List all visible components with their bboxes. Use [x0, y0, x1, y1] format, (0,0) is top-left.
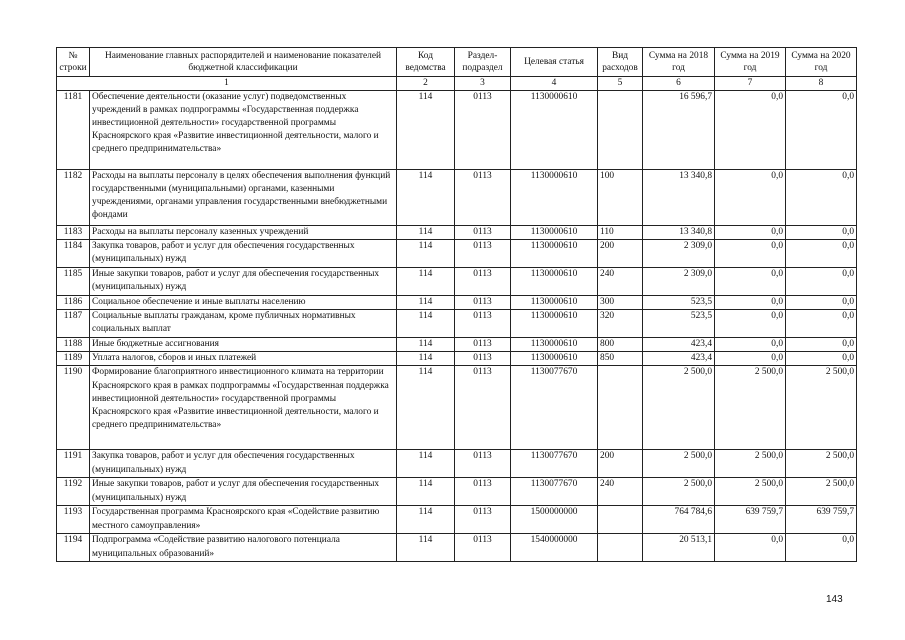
- row-target: 1500000000: [511, 506, 598, 534]
- row-target: 1130077670: [511, 478, 598, 506]
- table-row: [57, 90, 857, 169]
- row-expense-type: 800: [598, 337, 643, 351]
- column-number: 1: [57, 77, 397, 91]
- row-section: 0113: [455, 352, 511, 366]
- table-row: [57, 352, 857, 366]
- row-dept-code: 114: [397, 225, 455, 239]
- column-number: 8: [786, 77, 857, 91]
- row-target: 1130000610: [511, 225, 598, 239]
- row-dept-code: 114: [397, 309, 455, 337]
- table-row: [57, 239, 857, 267]
- row-number: 1186: [57, 295, 90, 309]
- table-row: [57, 295, 857, 309]
- header-name: Наименование главных распорядителей и наименование показателей бюджетной классификации: [90, 48, 397, 77]
- row-sum-2019: 0,0: [715, 295, 786, 309]
- row-number: 1192: [57, 478, 90, 506]
- page-number: 143: [826, 594, 843, 605]
- header-expense-type: Вид расходов: [598, 48, 643, 77]
- row-target: 1130077670: [511, 450, 598, 478]
- row-sum-2018: 423,4: [643, 352, 715, 366]
- row-target: 1130077670: [511, 366, 598, 450]
- row-name: Иные бюджетные ассигнования: [90, 337, 397, 351]
- column-number: 7: [715, 77, 786, 91]
- row-sum-2020: 0,0: [786, 337, 857, 351]
- column-number: 3: [455, 77, 511, 91]
- column-number: 4: [511, 77, 598, 91]
- row-name: Обеспечение деятельности (оказание услуг) подведомственных учреждений в рамках подпрограммы «Государственная поддержка инвестиционной деятельности» государственной программы Красноярского края «Развитие инвестиционной деятельности, малого и среднего предпринимательства»: [90, 90, 397, 169]
- row-section: 0113: [455, 295, 511, 309]
- row-sum-2018: 13 340,8: [643, 225, 715, 239]
- table-row: [57, 478, 857, 506]
- row-section: 0113: [455, 478, 511, 506]
- row-target: 1130000610: [511, 239, 598, 267]
- row-sum-2019: 2 500,0: [715, 478, 786, 506]
- row-sum-2019: 0,0: [715, 337, 786, 351]
- row-dept-code: 114: [397, 169, 455, 225]
- row-sum-2019: 0,0: [715, 267, 786, 295]
- row-sum-2019: 0,0: [715, 534, 786, 562]
- row-target: 1540000000: [511, 534, 598, 562]
- row-target: 1130000610: [511, 295, 598, 309]
- row-name: Иные закупки товаров, работ и услуг для обеспечения государственных (муниципальных) нужд: [90, 478, 397, 506]
- row-number: 1182: [57, 169, 90, 225]
- table-row: [57, 169, 857, 225]
- row-sum-2018: 2 309,0: [643, 267, 715, 295]
- column-number: 2: [397, 77, 455, 91]
- table-row: [57, 225, 857, 239]
- row-dept-code: 114: [397, 90, 455, 169]
- row-sum-2019: 2 500,0: [715, 450, 786, 478]
- row-number: 1194: [57, 534, 90, 562]
- row-sum-2020: 0,0: [786, 239, 857, 267]
- row-dept-code: 114: [397, 534, 455, 562]
- row-target: 1130000610: [511, 337, 598, 351]
- row-dept-code: 114: [397, 267, 455, 295]
- row-target: 1130000610: [511, 90, 598, 169]
- row-sum-2019: 639 759,7: [715, 506, 786, 534]
- header-sum-2018: Сумма на 2018 год: [643, 48, 715, 77]
- row-sum-2018: 2 500,0: [643, 366, 715, 450]
- row-sum-2018: 2 500,0: [643, 478, 715, 506]
- header-row: [57, 48, 857, 77]
- column-number-row: [57, 77, 857, 91]
- row-section: 0113: [455, 506, 511, 534]
- row-dept-code: 114: [397, 352, 455, 366]
- row-sum-2020: 0,0: [786, 225, 857, 239]
- row-name: Закупка товаров, работ и услуг для обеспечения государственных (муниципальных) нужд: [90, 450, 397, 478]
- column-number: 5: [598, 77, 643, 91]
- row-dept-code: 114: [397, 295, 455, 309]
- header-sum-2019: Сумма на 2019 год: [715, 48, 786, 77]
- table-row: [57, 267, 857, 295]
- row-name: Социальные выплаты гражданам, кроме публичных нормативных социальных выплат: [90, 309, 397, 337]
- row-number: 1188: [57, 337, 90, 351]
- row-target: 1130000610: [511, 169, 598, 225]
- row-number: 1184: [57, 239, 90, 267]
- row-dept-code: 114: [397, 478, 455, 506]
- row-sum-2019: 0,0: [715, 239, 786, 267]
- header-row-number: № строки: [57, 48, 90, 77]
- header-dept-code: Код ведомства: [397, 48, 455, 77]
- table-row: [57, 450, 857, 478]
- row-dept-code: 114: [397, 239, 455, 267]
- row-dept-code: 114: [397, 506, 455, 534]
- row-sum-2019: 0,0: [715, 169, 786, 225]
- row-name: Подпрограмма «Содействие развитию налогового потенциала муниципальных образований»: [90, 534, 397, 562]
- row-section: 0113: [455, 225, 511, 239]
- row-dept-code: 114: [397, 450, 455, 478]
- row-sum-2020: 0,0: [786, 352, 857, 366]
- row-sum-2018: 20 513,1: [643, 534, 715, 562]
- header-sum-2020: Сумма на 2020 год: [786, 48, 857, 77]
- row-expense-type: [598, 506, 643, 534]
- row-number: 1185: [57, 267, 90, 295]
- row-name: Государственная программа Красноярского края «Содействие развитию местного самоуправления»: [90, 506, 397, 534]
- row-expense-type: [598, 90, 643, 169]
- row-target: 1130000610: [511, 267, 598, 295]
- row-dept-code: 114: [397, 366, 455, 450]
- row-sum-2020: 2 500,0: [786, 478, 857, 506]
- row-number: 1191: [57, 450, 90, 478]
- row-section: 0113: [455, 450, 511, 478]
- row-name: Формирование благоприятного инвестиционного климата на территории Красноярского края в рамках подпрограммы «Государственная поддержка инвестиционной деятельности» государственной программы Красноярского края «Развитие инвестиционной деятельности, малого и среднего предпринимательства»: [90, 366, 397, 450]
- row-expense-type: 100: [598, 169, 643, 225]
- row-expense-type: [598, 366, 643, 450]
- row-sum-2020: 0,0: [786, 90, 857, 169]
- row-expense-type: [598, 534, 643, 562]
- row-sum-2018: 423,4: [643, 337, 715, 351]
- row-sum-2018: 523,5: [643, 309, 715, 337]
- row-expense-type: 110: [598, 225, 643, 239]
- row-sum-2019: 0,0: [715, 352, 786, 366]
- row-sum-2019: 0,0: [715, 90, 786, 169]
- row-number: 1187: [57, 309, 90, 337]
- row-sum-2020: 0,0: [786, 169, 857, 225]
- row-sum-2020: 0,0: [786, 295, 857, 309]
- row-sum-2018: 16 596,7: [643, 90, 715, 169]
- row-sum-2018: 2 309,0: [643, 239, 715, 267]
- row-sum-2018: 2 500,0: [643, 450, 715, 478]
- row-sum-2018: 13 340,8: [643, 169, 715, 225]
- row-name: Уплата налогов, сборов и иных платежей: [90, 352, 397, 366]
- row-sum-2020: 2 500,0: [786, 366, 857, 450]
- row-expense-type: 200: [598, 450, 643, 478]
- header-target: Целевая статья: [511, 48, 598, 77]
- row-expense-type: 300: [598, 295, 643, 309]
- table-row: [57, 366, 857, 450]
- row-sum-2019: 2 500,0: [715, 366, 786, 450]
- row-name: Расходы на выплаты персоналу казенных учреждений: [90, 225, 397, 239]
- row-dept-code: 114: [397, 337, 455, 351]
- table-row: [57, 534, 857, 562]
- row-expense-type: 200: [598, 239, 643, 267]
- column-number: 6: [643, 77, 715, 91]
- row-section: 0113: [455, 337, 511, 351]
- budget-table: [56, 47, 857, 562]
- row-section: 0113: [455, 309, 511, 337]
- row-name: Расходы на выплаты персоналу в целях обеспечения выполнения функций государственными (муниципальными) органами, казенными учреждениями, органами управления государственными внебюджетными фондами: [90, 169, 397, 225]
- table-row: [57, 309, 857, 337]
- row-section: 0113: [455, 169, 511, 225]
- row-sum-2019: 0,0: [715, 225, 786, 239]
- row-section: 0113: [455, 90, 511, 169]
- row-section: 0113: [455, 534, 511, 562]
- row-sum-2020: 0,0: [786, 267, 857, 295]
- row-number: 1183: [57, 225, 90, 239]
- row-expense-type: 850: [598, 352, 643, 366]
- row-section: 0113: [455, 239, 511, 267]
- row-sum-2018: 764 784,6: [643, 506, 715, 534]
- row-number: 1193: [57, 506, 90, 534]
- row-expense-type: 240: [598, 478, 643, 506]
- table-row: [57, 506, 857, 534]
- row-name: Социальное обеспечение и иные выплаты населению: [90, 295, 397, 309]
- row-sum-2020: 0,0: [786, 309, 857, 337]
- header-section: Раздел-подраздел: [455, 48, 511, 77]
- row-section: 0113: [455, 366, 511, 450]
- row-number: 1190: [57, 366, 90, 450]
- row-sum-2019: 0,0: [715, 309, 786, 337]
- row-number: 1181: [57, 90, 90, 169]
- row-expense-type: 320: [598, 309, 643, 337]
- row-name: Иные закупки товаров, работ и услуг для обеспечения государственных (муниципальных) нужд: [90, 267, 397, 295]
- row-target: 1130000610: [511, 352, 598, 366]
- row-expense-type: 240: [598, 267, 643, 295]
- row-sum-2020: 2 500,0: [786, 450, 857, 478]
- row-name: Закупка товаров, работ и услуг для обеспечения государственных (муниципальных) нужд: [90, 239, 397, 267]
- row-sum-2018: 523,5: [643, 295, 715, 309]
- row-section: 0113: [455, 267, 511, 295]
- row-sum-2020: 0,0: [786, 534, 857, 562]
- row-number: 1189: [57, 352, 90, 366]
- row-target: 1130000610: [511, 309, 598, 337]
- table-body: [57, 90, 857, 562]
- row-sum-2020: 639 759,7: [786, 506, 857, 534]
- table-row: [57, 337, 857, 351]
